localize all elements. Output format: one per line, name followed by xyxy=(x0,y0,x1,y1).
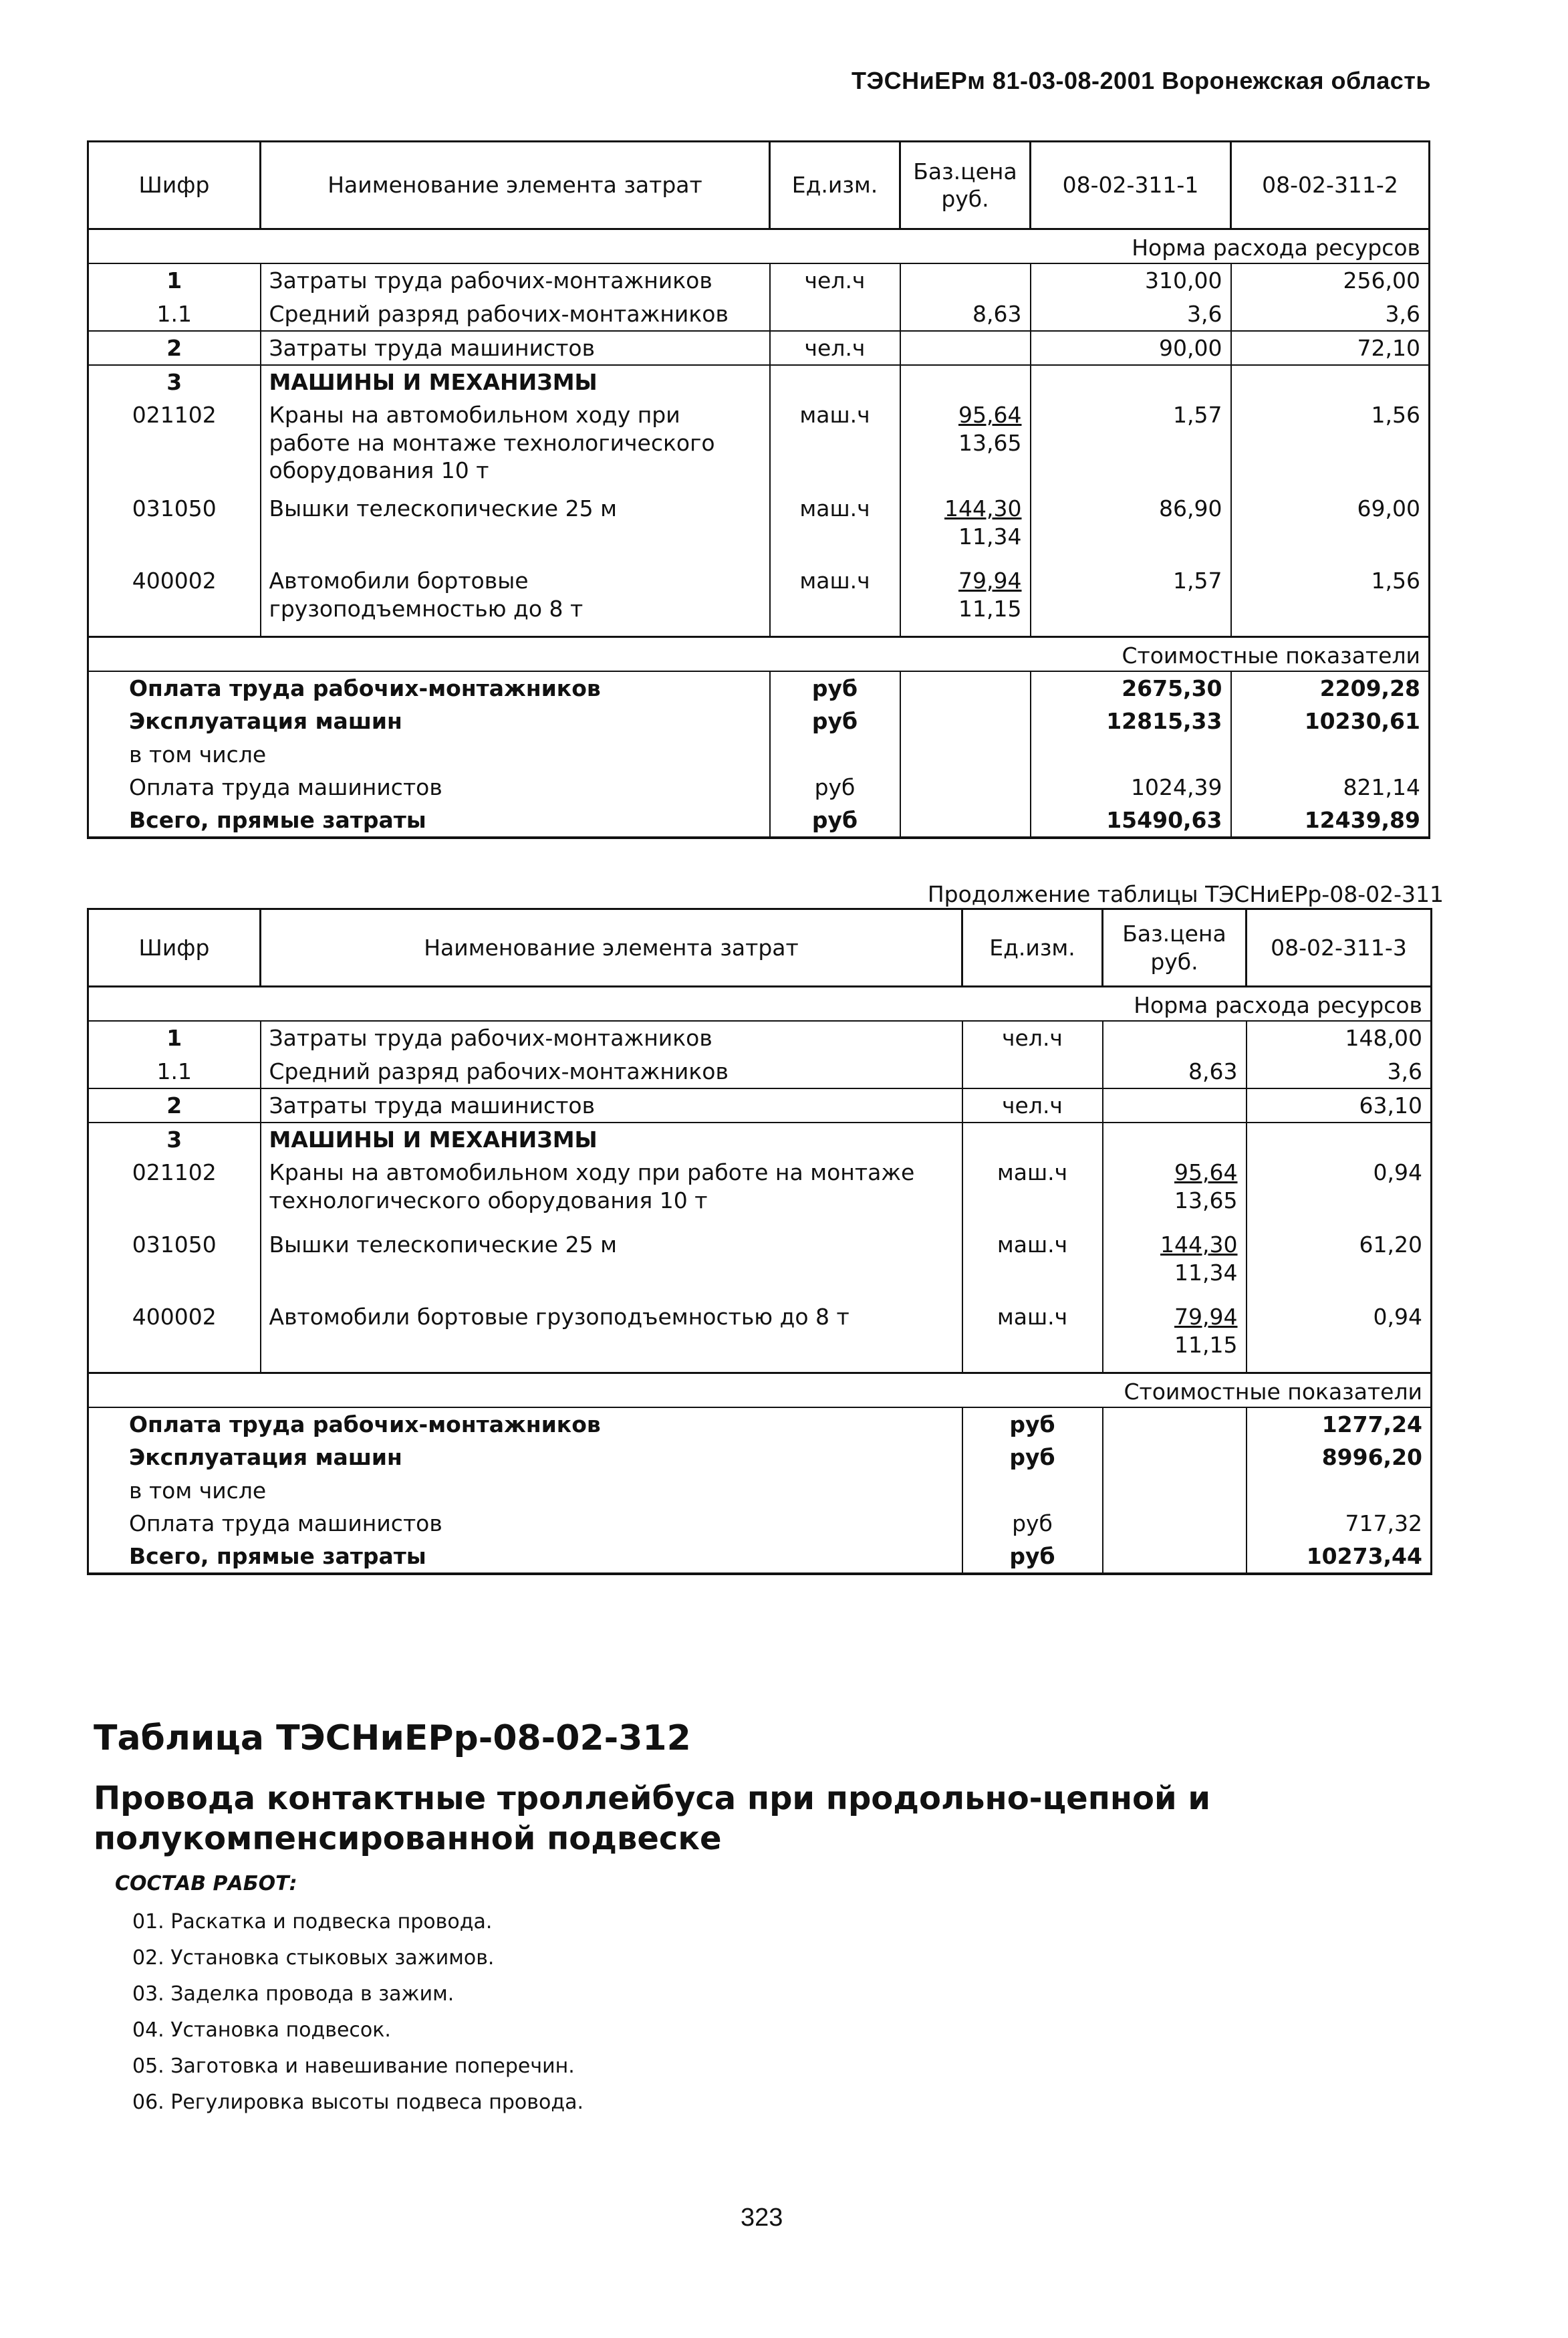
cost-row xyxy=(88,1507,1432,1540)
cost-unit: руб xyxy=(770,705,900,737)
works-label: СОСТАВ РАБОТ: xyxy=(115,1872,297,1895)
col-header-name: Наименование элемента затрат xyxy=(261,142,770,229)
code-cell: 031050 xyxy=(88,1228,261,1300)
value-cell: 1,56 xyxy=(1231,398,1430,492)
value-cell: 63,10 xyxy=(1247,1088,1432,1123)
cost-value xyxy=(1031,738,1231,771)
price-labor: 13,65 xyxy=(958,429,1022,456)
continuation-caption: Продолжение таблицы ТЭСНиЕРр-08-02-311 xyxy=(927,881,1444,907)
cost-empty xyxy=(900,804,1031,838)
price-cell xyxy=(900,331,1031,365)
cost-spacer xyxy=(88,1373,1103,1407)
cost-value: 821,14 xyxy=(1231,771,1430,804)
cost-unit: руб xyxy=(770,671,900,705)
cost-unit: руб xyxy=(962,1540,1103,1574)
price-labor: 11,15 xyxy=(958,595,1022,622)
name-cell: Затраты труда рабочих-монтажников xyxy=(261,263,770,297)
name-cell: Затраты труда машинистов xyxy=(261,331,770,365)
works-item: 05. Заготовка и навешивание поперечин. xyxy=(132,2055,575,2078)
cost-unit: руб xyxy=(770,771,900,804)
works-list xyxy=(132,1904,583,2121)
cost-value: 2209,28 xyxy=(1231,671,1430,705)
code-cell: 2 xyxy=(88,1088,261,1123)
value-cell: 310,00 xyxy=(1031,263,1231,297)
cost-name: Всего, прямые затраты xyxy=(88,804,770,838)
name-cell: Краны на автомобильном ходу при работе на монтаже технологического оборудования 10 т xyxy=(261,1156,962,1228)
value-cell xyxy=(1247,1123,1432,1156)
unit-cell: маш.ч xyxy=(962,1156,1103,1228)
table-row xyxy=(88,1300,1432,1373)
unit-cell: чел.ч xyxy=(770,331,900,365)
price-base: 144,30 xyxy=(1160,1232,1238,1258)
code-cell: 3 xyxy=(88,1123,261,1156)
cost-name: Оплата труда машинистов xyxy=(88,1507,962,1540)
col-header-code: Шифр xyxy=(88,909,261,987)
value-cell: 1,57 xyxy=(1031,398,1231,492)
price-cell xyxy=(900,492,1031,564)
value-cell: 72,10 xyxy=(1231,331,1430,365)
code-cell: 1 xyxy=(88,1021,261,1054)
page-header: ТЭСНиЕРм 81-03-08-2001 Воронежская область xyxy=(852,67,1431,94)
unit-cell: маш.ч xyxy=(770,564,900,636)
code-cell: 1.1 xyxy=(88,298,261,331)
price-cell xyxy=(900,365,1031,398)
name-cell: Краны на автомобильном ходу при работе на монтаже технологического оборудования 10 т xyxy=(261,398,770,492)
cost-unit: руб xyxy=(770,804,900,838)
cost-unit: руб xyxy=(962,1441,1103,1474)
norma-label: Норма расхода ресурсов xyxy=(1031,229,1430,264)
price-base: 79,94 xyxy=(958,568,1022,594)
cost-empty xyxy=(1103,1474,1247,1507)
works-item: 04. Установка подвесок. xyxy=(132,2018,391,2042)
name-cell: Вышки телескопические 25 м xyxy=(261,492,770,564)
value-cell: 3,6 xyxy=(1031,298,1231,331)
cost-row xyxy=(88,1540,1432,1574)
value-cell: 3,6 xyxy=(1247,1055,1432,1088)
cost-value: 12815,33 xyxy=(1031,705,1231,737)
value-cell: 0,94 xyxy=(1247,1156,1432,1228)
cost-name: в том числе xyxy=(88,738,770,771)
value-cell: 3,6 xyxy=(1231,298,1430,331)
cost-name: Всего, прямые затраты xyxy=(88,1540,962,1574)
price-base: 95,64 xyxy=(958,402,1022,429)
col-header-311-3: 08-02-311-3 xyxy=(1247,909,1432,987)
cost-row xyxy=(88,804,1430,838)
cost-name: Оплата труда рабочих-монтажников xyxy=(88,671,770,705)
cost-unit xyxy=(770,738,900,771)
unit-cell: чел.ч xyxy=(962,1021,1103,1054)
price-cell xyxy=(900,263,1031,297)
cost-empty xyxy=(1103,1540,1247,1574)
unit-cell: маш.ч xyxy=(962,1228,1103,1300)
works-item: 03. Заделка провода в зажим. xyxy=(132,1982,454,2006)
name-cell: МАШИНЫ И МЕХАНИЗМЫ xyxy=(261,1123,962,1156)
unit-cell: маш.ч xyxy=(770,398,900,492)
price-base: 79,94 xyxy=(1174,1304,1238,1330)
col-header-311-2: 08-02-311-2 xyxy=(1231,142,1430,229)
name-cell: Затраты труда рабочих-монтажников xyxy=(261,1021,962,1054)
cost-value: 2675,30 xyxy=(1031,671,1231,705)
value-cell: 90,00 xyxy=(1031,331,1231,365)
section-title: Таблица ТЭСНиЕРр-08-02-312 xyxy=(94,1718,691,1758)
name-cell: Автомобили бортовые грузоподъемностью до 8 т xyxy=(261,564,770,636)
code-cell: 031050 xyxy=(88,492,261,564)
table-row xyxy=(88,1088,1432,1123)
price-labor: 13,65 xyxy=(1174,1187,1238,1213)
col-header-price: Баз.цена руб. xyxy=(1103,909,1247,987)
price-cell: 8,63 xyxy=(1103,1055,1247,1088)
table-row xyxy=(88,365,1430,398)
norma-spacer xyxy=(88,987,1103,1022)
cost-value: 10230,61 xyxy=(1231,705,1430,737)
resource-table-2 xyxy=(87,908,1432,1575)
cost-row xyxy=(88,1441,1432,1474)
col-header-unit: Ед.изм. xyxy=(770,142,900,229)
table-row xyxy=(88,1021,1432,1054)
cost-empty xyxy=(1103,1407,1247,1441)
unit-cell xyxy=(962,1055,1103,1088)
table2-header-row xyxy=(88,909,1432,987)
col-header-code: Шифр xyxy=(88,142,261,229)
cost-label: Стоимостные показатели xyxy=(1103,1373,1432,1407)
cost-value: 1024,39 xyxy=(1031,771,1231,804)
table-row xyxy=(88,298,1430,331)
page-number: 323 xyxy=(741,2204,783,2232)
cost-value: 12439,89 xyxy=(1231,804,1430,838)
works-item: 06. Регулировка высоты подвеса провода. xyxy=(132,2091,583,2114)
cost-row xyxy=(88,771,1430,804)
code-cell: 2 xyxy=(88,331,261,365)
cost-unit: руб xyxy=(962,1407,1103,1441)
name-cell: Средний разряд рабочих-монтажников xyxy=(261,1055,962,1088)
price-cell xyxy=(900,564,1031,636)
name-cell: МАШИНЫ И МЕХАНИЗМЫ xyxy=(261,365,770,398)
cost-row xyxy=(88,1474,1432,1507)
price-cell xyxy=(1103,1300,1247,1373)
table-row xyxy=(88,1123,1432,1156)
cost-row xyxy=(88,1407,1432,1441)
unit-cell: маш.ч xyxy=(962,1300,1103,1373)
cost-empty xyxy=(900,738,1031,771)
code-cell: 1.1 xyxy=(88,1055,261,1088)
unit-cell xyxy=(962,1123,1103,1156)
cost-empty xyxy=(1103,1441,1247,1474)
cost-value xyxy=(1247,1474,1432,1507)
value-cell: 256,00 xyxy=(1231,263,1430,297)
cost-label: Стоимостные показатели xyxy=(1031,636,1430,671)
value-cell: 69,00 xyxy=(1231,492,1430,564)
unit-cell xyxy=(770,365,900,398)
resource-table-1 xyxy=(87,140,1430,839)
cost-name: Эксплуатация машин xyxy=(88,705,770,737)
cost-name: в том числе xyxy=(88,1474,962,1507)
price-cell xyxy=(1103,1088,1247,1123)
cost-name: Оплата труда машинистов xyxy=(88,771,770,804)
table1-header-row xyxy=(88,142,1430,229)
table-row xyxy=(88,1228,1432,1300)
code-cell: 021102 xyxy=(88,1156,261,1228)
unit-cell xyxy=(770,298,900,331)
unit-cell: чел.ч xyxy=(962,1088,1103,1123)
price-cell: 8,63 xyxy=(900,298,1031,331)
price-cell xyxy=(1103,1123,1247,1156)
code-cell: 400002 xyxy=(88,564,261,636)
value-cell: 1,57 xyxy=(1031,564,1231,636)
price-cell xyxy=(1103,1228,1247,1300)
cost-value: 15490,63 xyxy=(1031,804,1231,838)
cost-row xyxy=(88,671,1430,705)
cost-value: 10273,44 xyxy=(1247,1540,1432,1574)
cost-row xyxy=(88,705,1430,737)
cost-name: Оплата труда рабочих-монтажников xyxy=(88,1407,962,1441)
cost-spacer xyxy=(88,636,1031,671)
name-cell: Вышки телескопические 25 м xyxy=(261,1228,962,1300)
code-cell: 3 xyxy=(88,365,261,398)
cost-value: 717,32 xyxy=(1247,1507,1432,1540)
unit-cell: маш.ч xyxy=(770,492,900,564)
price-cell xyxy=(1103,1021,1247,1054)
table-row xyxy=(88,1156,1432,1228)
name-cell: Затраты труда машинистов xyxy=(261,1088,962,1123)
cost-empty xyxy=(900,671,1031,705)
value-cell: 86,90 xyxy=(1031,492,1231,564)
cost-row xyxy=(88,738,1430,771)
price-cell xyxy=(900,398,1031,492)
cost-empty xyxy=(1103,1507,1247,1540)
cost-value xyxy=(1231,738,1430,771)
price-base: 144,30 xyxy=(944,495,1022,522)
section-subtitle: Провода контактные троллейбуса при продольно-цепной и полукомпенсированной подвеске xyxy=(94,1780,1210,1857)
name-cell: Автомобили бортовые грузоподъемностью до 8 т xyxy=(261,1300,962,1373)
name-cell: Средний разряд рабочих-монтажников xyxy=(261,298,770,331)
cost-value: 8996,20 xyxy=(1247,1441,1432,1474)
price-labor: 11,15 xyxy=(1174,1331,1238,1358)
price-cell xyxy=(1103,1156,1247,1228)
unit-cell: чел.ч xyxy=(770,263,900,297)
value-cell: 148,00 xyxy=(1247,1021,1432,1054)
code-cell: 1 xyxy=(88,263,261,297)
value-cell xyxy=(1231,365,1430,398)
value-cell xyxy=(1031,365,1231,398)
table-row xyxy=(88,398,1430,492)
value-cell: 1,56 xyxy=(1231,564,1430,636)
norma-spacer xyxy=(88,229,1031,264)
norma-label: Норма расхода ресурсов xyxy=(1103,987,1432,1022)
cost-value: 1277,24 xyxy=(1247,1407,1432,1441)
value-cell: 61,20 xyxy=(1247,1228,1432,1300)
value-cell: 0,94 xyxy=(1247,1300,1432,1373)
code-cell: 021102 xyxy=(88,398,261,492)
cost-empty xyxy=(900,705,1031,737)
col-header-unit: Ед.изм. xyxy=(962,909,1103,987)
table-row xyxy=(88,564,1430,636)
works-item: 02. Установка стыковых зажимов. xyxy=(132,1946,495,1970)
table-row xyxy=(88,492,1430,564)
price-labor: 11,34 xyxy=(958,523,1022,550)
col-header-name: Наименование элемента затрат xyxy=(261,909,962,987)
col-header-311-1: 08-02-311-1 xyxy=(1031,142,1231,229)
works-item: 01. Раскатка и подвеска провода. xyxy=(132,1910,493,1934)
cost-unit: руб xyxy=(962,1507,1103,1540)
cost-unit xyxy=(962,1474,1103,1507)
price-base: 95,64 xyxy=(1174,1159,1238,1186)
cost-empty xyxy=(900,771,1031,804)
col-header-price: Баз.цена руб. xyxy=(900,142,1031,229)
table-row xyxy=(88,263,1430,297)
code-cell: 400002 xyxy=(88,1300,261,1373)
table-row xyxy=(88,331,1430,365)
table-row xyxy=(88,1055,1432,1088)
price-labor: 11,34 xyxy=(1174,1259,1238,1286)
cost-name: Эксплуатация машин xyxy=(88,1441,962,1474)
